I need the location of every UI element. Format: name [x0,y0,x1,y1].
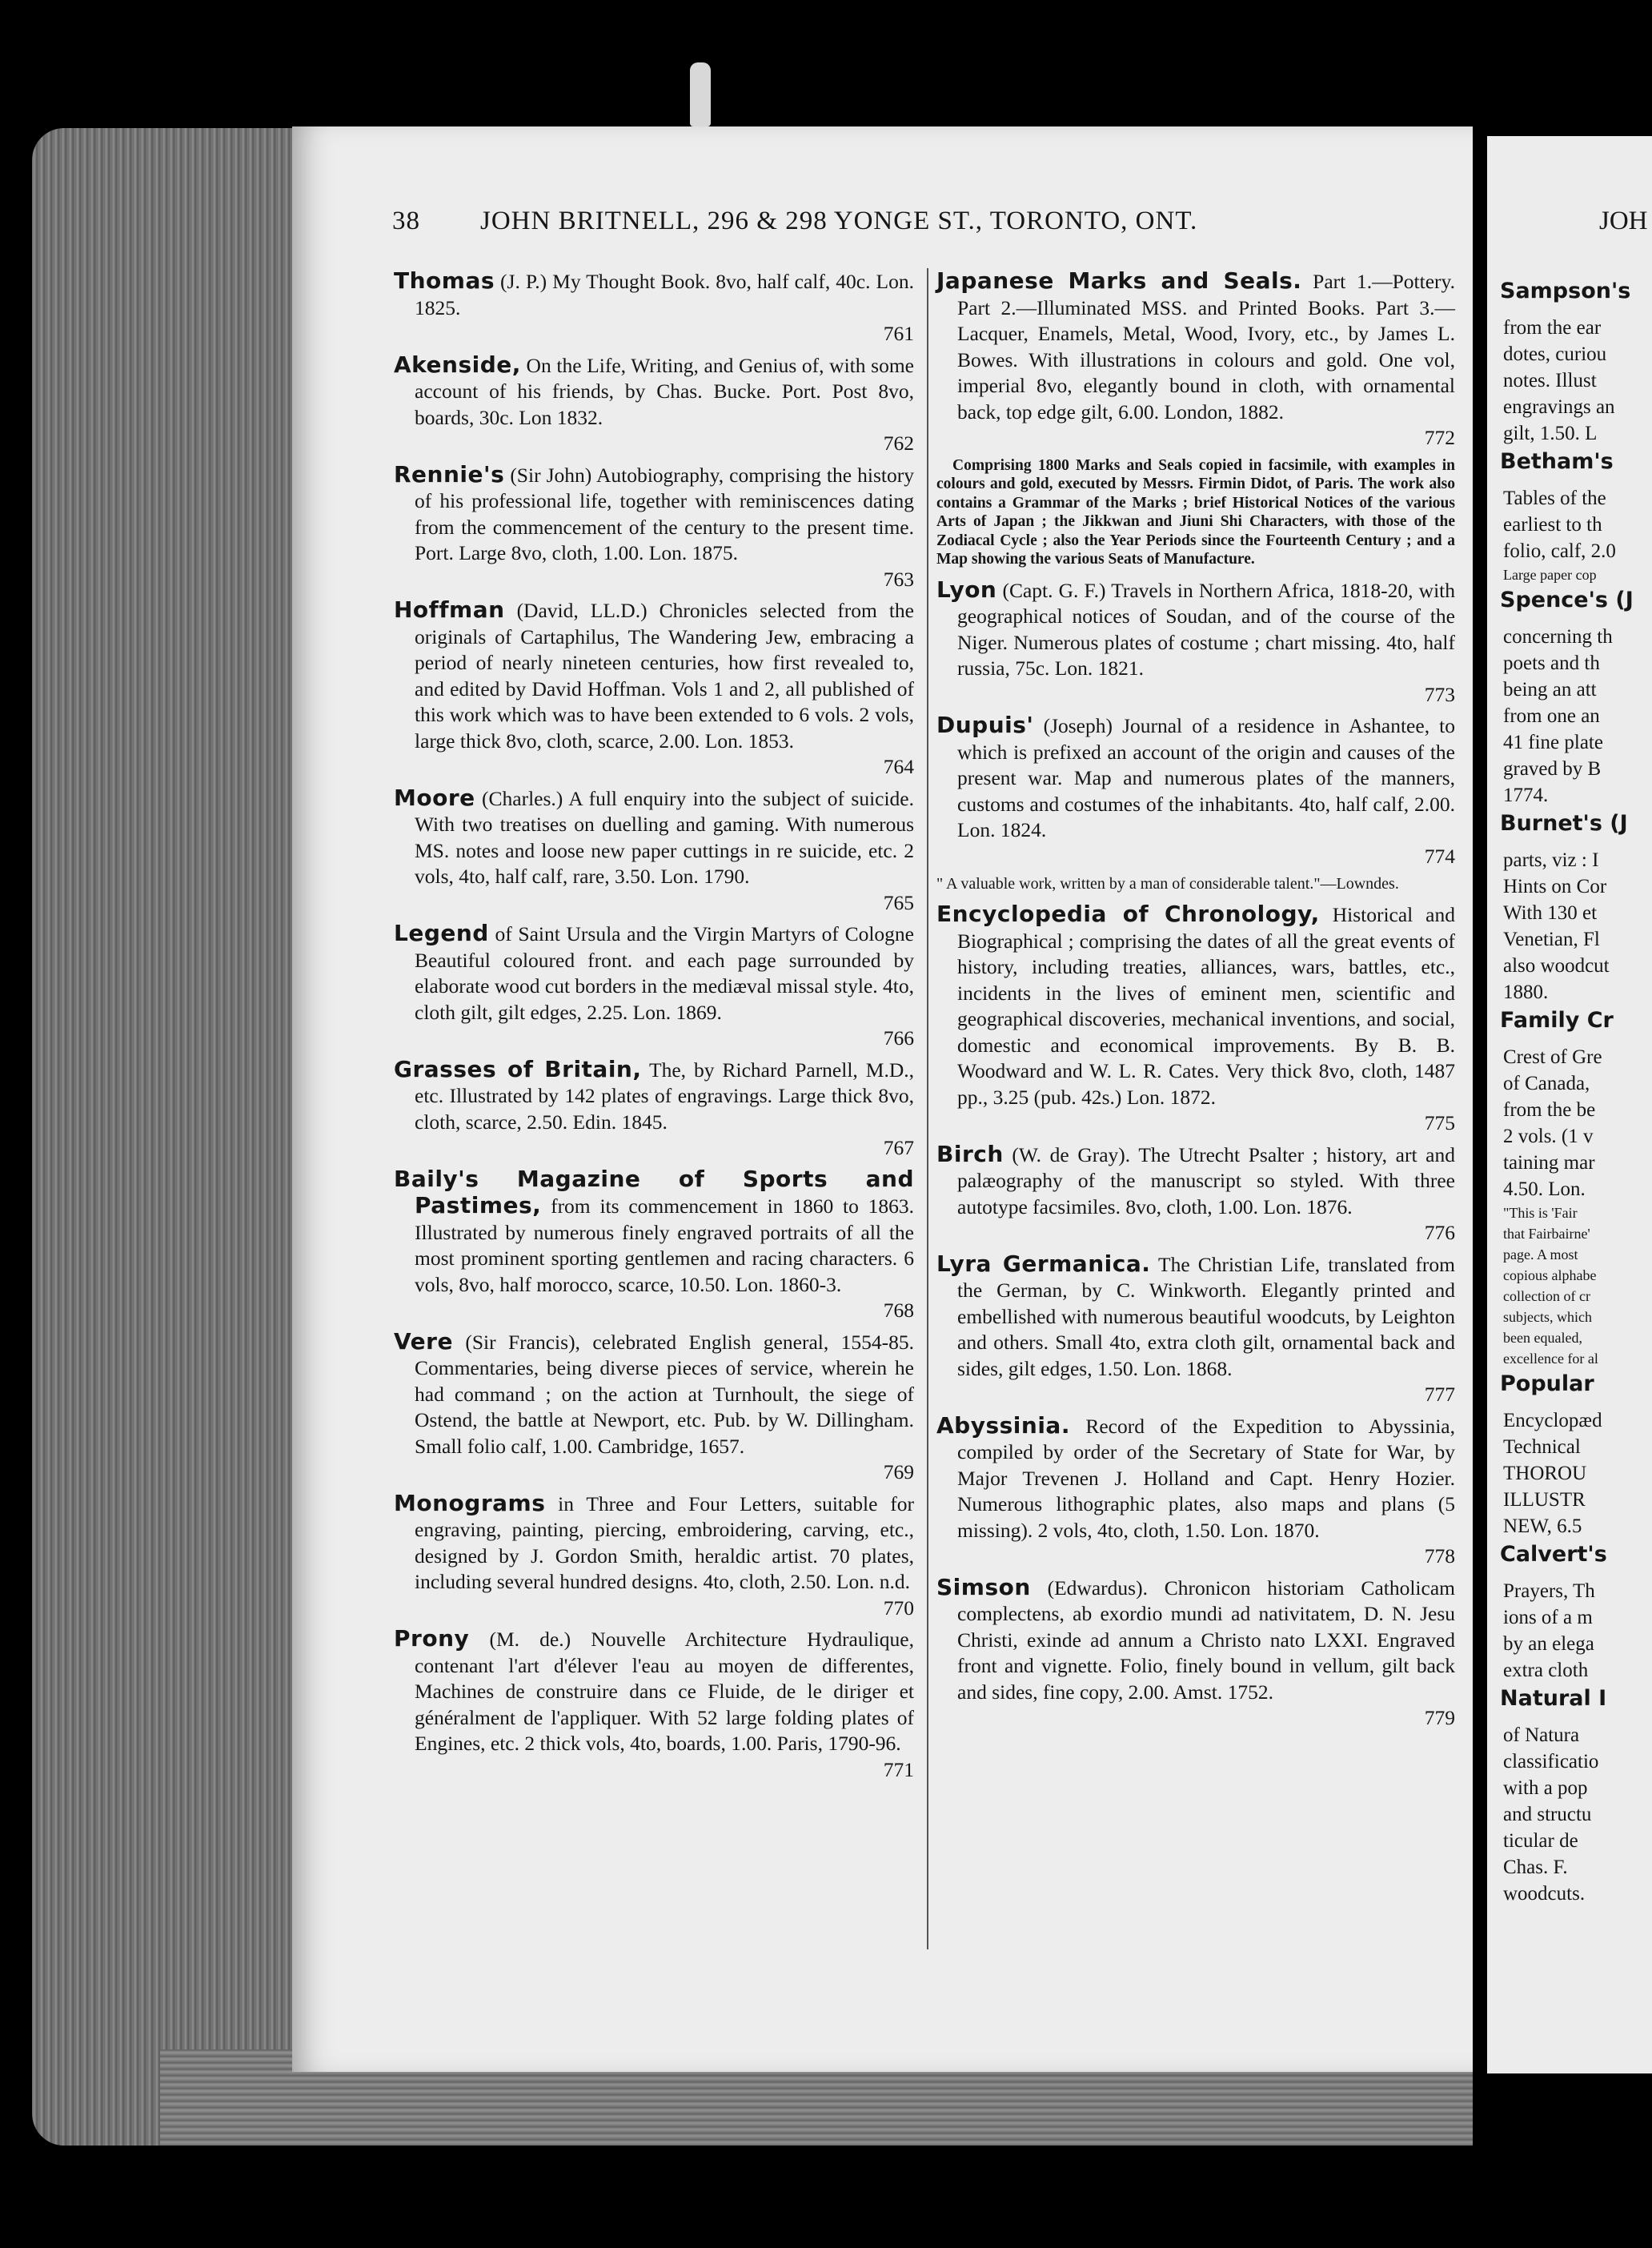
facing-entry-line: of Canada, [1503,1073,1590,1094]
column-divider [927,268,928,1949]
facing-entry-line: classificatio [1503,1751,1599,1772]
facing-entry-line: been equaled, [1503,1330,1582,1346]
facing-entry-line: 41 fine plate [1503,732,1603,753]
facing-entry-line: Chas. F. [1503,1857,1568,1878]
entry-heading: Baily's Magazine of Sports and Pastimes, [394,1165,914,1218]
facing-entry-line: poets and th [1503,652,1600,674]
facing-entry-line: Venetian, Fl [1503,929,1600,950]
entry-heading: Akenside, [394,351,521,378]
entry-heading: Thomas [394,267,495,294]
facing-entry-line: dotes, curiou [1503,343,1607,365]
catalogue-entry [936,713,1455,869]
book-page-edges [32,128,304,2146]
entry-heading: Japanese Marks and Seals. [936,267,1302,294]
facing-page-fragment [1487,136,1652,2073]
lot-number: 761 [883,322,914,345]
catalogue-entry [936,1575,1455,1732]
entry-description: (J. P.) My Thought Book. 8vo, half calf, 40c. Lon. 1825. [415,270,914,319]
catalogue-entry [394,1166,914,1324]
catalogue-entry [936,577,1455,709]
entry-description: The, by Richard Parnell, M.D., etc. Illustrated by 142 plates of engravings. Large thick 8vo, cloth, scarce, 2.50. Edin. 1845. [415,1058,914,1134]
catalogue-entry [936,1413,1455,1570]
lot-number: 778 [1424,1544,1455,1568]
entry-heading: Dupuis' [936,712,1034,738]
facing-entry-heading: Popular [1500,1371,1594,1396]
facing-entry-line: with a pop [1503,1777,1588,1799]
lot-number: 769 [883,1460,914,1483]
entry-heading: Rennie's [394,460,505,488]
entry-description: (Capt. G. F.) Travels in Northern Africa, 1818-20, with geographical notices of Soudan, and of the course of the Niger. Numerous plates of costume ; chart missing. 4to, half russia, 75c. Lon. 1821. [957,578,1455,680]
facing-entry-line: 4.50. Lon. [1503,1178,1586,1200]
entry-description: (David, LL.D.) Chronicles selected from the originals of Cartaphilus, The Wandering Jew, embracing a period of nearly nineteen centuries, how first revealed to, and edited by David Hoffman. Vols 1 and 2, all published of this work which was to have been extended to 6 vols. 2 vols, large thick 8vo, cloth, scarce, 2.00. Lon. 1853. [415,599,914,753]
facing-entry-line: ions of a m [1503,1607,1593,1628]
lot-number: 779 [1424,1706,1455,1729]
lot-number: 773 [1424,682,1455,706]
facing-entry-line: parts, viz : I [1503,849,1599,871]
facing-entry-line: Tables of the [1503,488,1606,509]
entry-heading: Abyssinia. [936,1411,1070,1439]
entry-heading: Lyra Germanica. [936,1250,1151,1277]
entry-description: Part 1.—Pottery. Part 2.—Illuminated MSS. and Printed Books. Part 3.—Lacquer, Enamels, Metal, Wood, Ivory, etc., by James L. Bowes. With illustrations in colours and gold. One vol, imperial 8vo, elegantly bound in cloth, with ornamental back, top edge gilt, 6.00. London, 1882. [957,270,1456,424]
left-column [394,268,914,1788]
facing-entry-line: from one an [1503,705,1600,727]
catalogue-entry [394,268,914,347]
entry-description: from its commencement in 1860 to 1863. Illustrated by numerous finely engraved portraits of all the most prominent sporting gentlemen and racing characters. 6 vols, 8vo, half morocco, scarce, 10.50. Lon. 1860-3. [415,1194,914,1296]
facing-entry-heading: Family Cr [1500,1008,1614,1033]
facing-entry-line: ILLUSTR [1503,1489,1586,1511]
facing-entry-line: page. A most [1503,1246,1578,1262]
facing-entry-line: from the be [1503,1099,1596,1121]
entry-description: Historical and Biographical ; comprising the dates of all the great events of history, including treaties, alliances, wars, battles, etc., incidents in the lives of eminent men, scientific and geographical discoveries, mechanical inventions, and social, domestic and economical improvements. By B. B. Woodward and W. L. R. Cates. Very thick 8vo, cloth, 1487 pp., 3.25 (pub. 42s.) Lon. 1872. [957,903,1455,1109]
catalogue-entry [936,1142,1455,1246]
facing-entry-line: gilt, 1.50. L [1503,423,1598,444]
lot-number: 774 [1424,844,1455,868]
facing-entry-line: concerning th [1503,626,1613,648]
lot-number: 763 [883,567,914,591]
entry-description: On the Life, Writing, and Genius of, with some account of his friends, by Chas. Bucke. Port. Post 8vo, boards, 30c. Lon 1832. [415,353,914,429]
catalogue-entry [936,1251,1455,1408]
facing-entry-line: copious alphabe [1503,1267,1597,1283]
facing-entry-line: folio, calf, 2.0 [1503,540,1616,562]
entry-heading: Grasses of Britain, [394,1055,642,1082]
facing-entry-line: Encyclopæd [1503,1410,1602,1431]
catalogue-entry [394,1491,914,1622]
facing-page-header: JOH [1599,207,1648,235]
entry-heading: Monograms [394,1489,546,1516]
entry-heading: Lyon [936,576,997,603]
catalogue-entry [936,901,1455,1137]
facing-entry-line: and structu [1503,1804,1592,1825]
catalogue-entry [936,268,1455,452]
entry-description: (Sir John) Autobiography, comprising the history of his professional life, together with reminiscences dating from the commencement of the century to the present time. Port. Large 8vo, cloth, 1.00. Lon. 1875. [415,463,914,564]
lot-number: 770 [883,1596,914,1620]
right-column [936,268,1455,1736]
entry-description: (Sir Francis), celebrated English general, 1554-85. Commentaries, being diverse pieces of service, wherein he had command ; on the action at Turnhoult, the siege of Ostend, the battle at Newport, etc. Pub. by W. Dillingham. Small folio calf, 1.00. Cambridge, 1657. [415,1330,914,1458]
facing-entry-line: notes. Illust [1503,370,1597,391]
page-clip [690,62,711,126]
facing-entry-line: subjects, which [1503,1309,1592,1325]
facing-entry-heading: Sampson's [1500,279,1631,303]
facing-entry-line: also woodcut [1503,955,1610,977]
entry-heading: Legend [394,920,489,946]
facing-entry-line: Prayers, Th [1503,1580,1595,1602]
facing-entry-line: collection of cr [1503,1288,1590,1304]
facing-entry-line: that Fairbairne' [1503,1226,1590,1242]
facing-entry-line: taining mar [1503,1152,1595,1174]
entry-heading: Simson [936,1573,1031,1600]
catalogue-entry [394,921,914,1052]
lot-number: 777 [1424,1383,1455,1406]
lot-number: 768 [883,1299,914,1322]
lot-number: 771 [883,1757,914,1781]
facing-entry-line: THOROU [1503,1463,1587,1484]
facing-entry-line: engravings an [1503,396,1615,418]
catalogue-entry [394,1626,914,1783]
catalogue-entry [394,1057,914,1162]
entry-description: (Edwardus). Chronicon historiam Catholicam complectens, ab exordio mundi ad nativitatem, D. N. Jesu Christi, exinde ad annum a Christo nato LXXI. Engraved front and vignette. Folio, finely bound in vellum, gilt back and sides, fine copy, 2.00. Amst. 1752. [957,1576,1455,1704]
facing-entry-line: NEW, 6.5 [1503,1515,1582,1537]
entry-description: (Joseph) Journal of a residence in Ashantee, to which is prefixed an account of the origin and causes of the present war. Map and numerous plates of the manners, customs and costumes of the inhabitants. 4to, half calf, 2.00. Lon. 1824. [957,714,1455,841]
entry-heading: Moore [394,784,475,811]
lot-number: 772 [1424,426,1455,449]
facing-entry-line: 2 vols. (1 v [1503,1126,1594,1147]
facing-entry-line: graved by B [1503,758,1602,780]
facing-entry-line: 1880. [1503,981,1549,1003]
catalogue-entry [394,785,914,917]
facing-entry-line: Crest of Gre [1503,1046,1602,1068]
entry-heading: Encyclopedia of Chronology, [936,901,1320,927]
facing-entry-heading: Betham's [1500,449,1614,474]
facing-entry-line: Hints on Cor [1503,876,1607,897]
catalogue-entry [394,1329,914,1486]
entry-description: (Charles.) A full enquiry into the subject of suicide. With two treatises on duelling and gaming. With numerous MS. notes and loose new paper cuttings in re suicide, etc. 2 vols, 4to, half calf, rare, 3.50. Lon. 1790. [415,786,914,888]
catalogue-entry [394,462,914,593]
entry-heading: Vere [394,1327,453,1355]
entry-note: Comprising 1800 Marks and Seals copied in facsimile, with examples in colours and gold, executed by Messrs. Firmin Didot, of Paris. The work also contains a Grammar of the Marks ; brief Historical Notices of the various Arts of Japan ; the Jikkwan and Jiuni Shi Characters, with those of the Zodiacal Cycle ; also the Year Periods since the Fourteenth Century ; and a Map showing the various Seats of Manufacture. [936,456,1455,568]
lot-number: 776 [1424,1221,1455,1244]
facing-entry-line: being an att [1503,679,1597,700]
facing-entry-heading: Natural I [1500,1686,1607,1711]
facing-entry-line: from the ear [1503,317,1602,339]
entry-description: (M. de.) Nouvelle Architecture Hydraulique, contenant l'art d'élever l'eau au moyen de differentes, Machines de construire dans ce Fluide, de le diriger et généralment de l'appliquer. With 52 large folding plates of Engines, etc. 2 thick vols, 4to, boards, 1.00. Paris, 1790-96. [415,1628,914,1755]
running-head [392,207,1353,247]
facing-entry-line: of Natura [1503,1724,1580,1746]
facing-entry-line: Large paper cop [1503,567,1597,583]
entry-quote: " A valuable work, written by a man of considerable talent."—Lowndes. [936,875,1399,893]
entry-description: Record of the Expedition to Abyssinia, compiled by order of the Secretary of State for War, by Major Trevenen J. Holland and Capt. Henry Hozier. Numerous lithographic plates, also maps and plans (5 missing). 2 vols, 4to, cloth, 1.50. Lon. 1870. [957,1414,1455,1542]
lot-number: 765 [883,890,914,914]
facing-entry-line: woodcuts. [1503,1883,1586,1905]
facing-entry-line: excellence for al [1503,1351,1598,1367]
entry-heading: Birch [936,1140,1004,1167]
entry-description: in Three and Four Letters, suitable for engraving, painting, piercing, embroidering, carving, etc., designed by J. Gordon Smith, heraldic artist. 70 plates, including several hundred designs. 4to, cloth, 2.50. Lon. n.d. [415,1491,914,1593]
facing-entry-line: "This is 'Fair [1503,1205,1578,1221]
page-title: JOHN BRITNELL, 296 & 298 YONGE ST., TORONTO, ONT. [480,207,1198,235]
page-number: 38 [392,207,420,235]
facing-entry-heading: Burnet's (J [1500,811,1628,836]
lot-number: 775 [1424,1111,1455,1134]
entry-heading: Hoffman [394,596,505,623]
facing-entry-line: extra cloth [1503,1660,1589,1681]
entry-heading: Prony [394,1625,470,1652]
entry-description: (W. de Gray). The Utrecht Psalter ; history, art and palæography of the manuscript so styled. With three autotype facsimiles. 8vo, cloth, 1.00. Lon. 1876. [957,1142,1455,1218]
lot-number: 767 [883,1136,914,1159]
lot-number: 764 [883,755,914,778]
facing-entry-heading: Spence's (J [1500,588,1634,612]
facing-entry-line: Technical [1503,1436,1581,1458]
facing-entry-heading: Calvert's [1500,1542,1607,1567]
facing-entry-line: 1774. [1503,785,1549,806]
lot-number: 766 [883,1026,914,1050]
catalogue-entry [394,352,914,457]
facing-entry-line: by an elega [1503,1633,1594,1655]
facing-entry-line: earliest to th [1503,514,1602,536]
facing-entry-line: With 130 et [1503,902,1598,924]
lot-number: 762 [883,432,914,455]
catalogue-entry [394,597,914,781]
entry-description: The Christian Life, translated from the German, by C. Winkworth. Elegantly printed and embellished with numerous beautiful woodcuts, by Leighton and others. Small 4to, extra cloth gilt, ornamental back and sides, gilt edges, 1.50. Lon. 1868. [957,1252,1456,1380]
entry-description: of Saint Ursula and the Virgin Martyrs of Cologne Beautiful coloured front. and each page surrounded by elaborate wood cut borders in the mediæval missal style. 4to, cloth gilt, gilt edges, 2.25. Lon. 1869. [415,922,914,1024]
facing-entry-line: ticular de [1503,1830,1578,1852]
